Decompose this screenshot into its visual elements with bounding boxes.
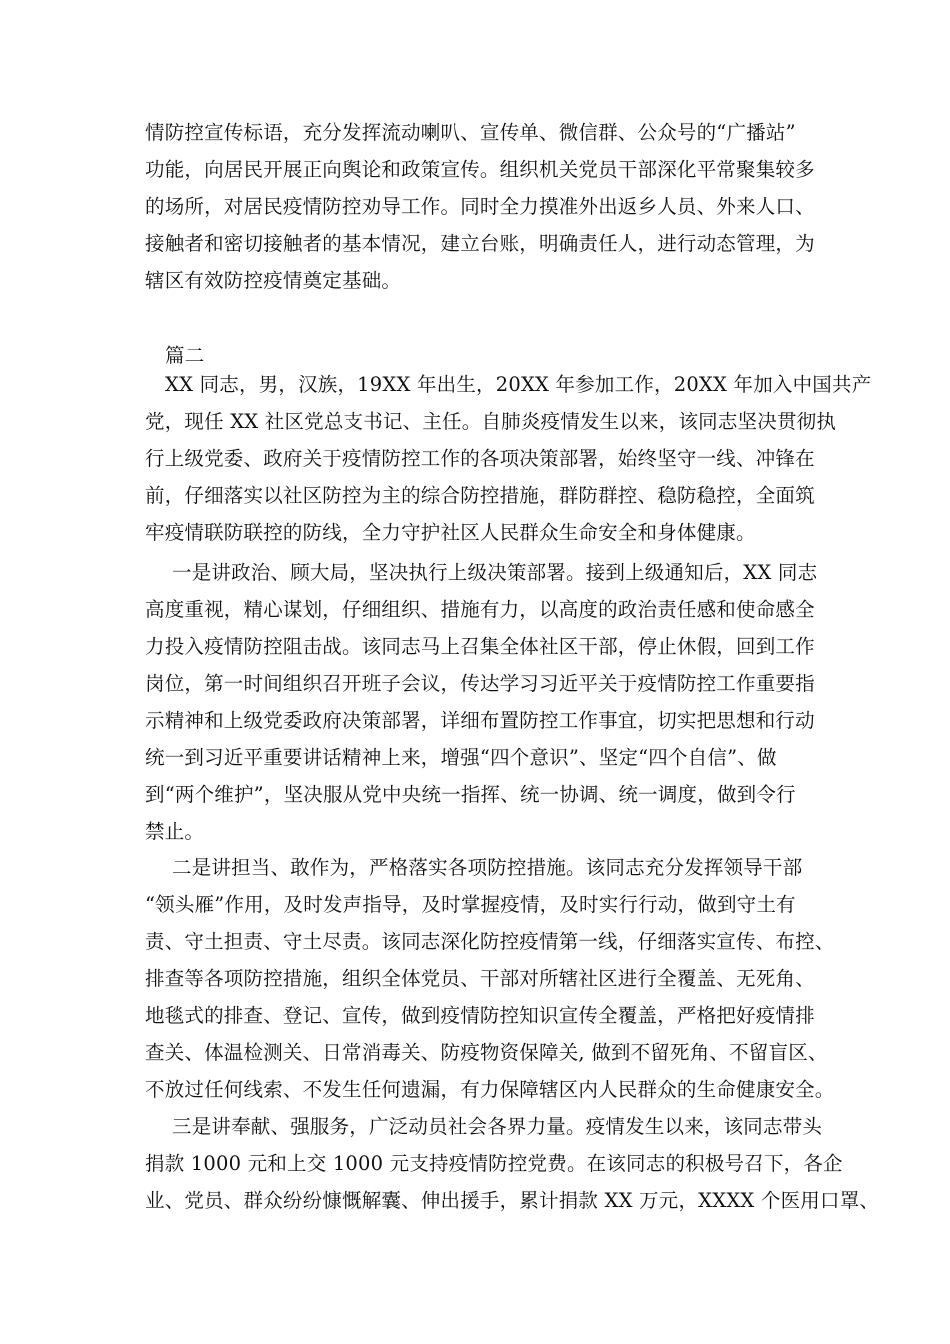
paragraph-line: 的场所，对居民疫情防控劝导工作。同时全力摸准外出返乡人员、外来人口、 bbox=[145, 195, 815, 218]
section-heading: 篇二 bbox=[165, 344, 205, 367]
paragraph-line: 不放过任何线索、不发生任何遗漏，有力保障辖区内人民群众的生命健康安全。 bbox=[145, 1078, 835, 1101]
paragraph-line: 党，现任 XX 社区党总支书记、主任。自肺炎疫情发生以来，该同志坚决贯彻执 bbox=[145, 410, 837, 433]
paragraph-line: 情防控宣传标语，充分发挥流动喇叭、宣传单、微信群、公众号的“广播站” bbox=[145, 121, 796, 144]
paragraph-line: 一是讲政治、顾大局，坚决执行上级决策部署。接到上级通知后，XX 同志 bbox=[172, 561, 818, 584]
paragraph-line: 统一到习近平重要讲话精神上来，增强“四个意识”、坚定“四个自信”、做 bbox=[145, 746, 777, 769]
paragraph-line: 接触者和密切接触者的基本情况，建立台账，明确责任人，进行动态管理，为 bbox=[145, 232, 815, 255]
paragraph-line: 二是讲担当、敢作为，严格落实各项防控措施。该同志充分发挥领导干部 bbox=[172, 856, 803, 879]
paragraph-line: 力投入疫情防控阻击战。该同志马上召集全体社区干部，停止休假，回到工作 bbox=[145, 635, 815, 658]
paragraph-line: 责、守土担责、守土尽责。该同志深化防控疫情第一线，仔细落实宣传、布控、 bbox=[145, 930, 835, 953]
paragraph-line: 辖区有效防控疫情奠定基础。 bbox=[145, 269, 402, 292]
paragraph-line: 示精神和上级党委政府决策部署，详细布置防控工作事宜，切实把思想和行动 bbox=[145, 709, 815, 732]
paragraph-line: 到“两个维护”，坚决服从党中央统一指挥、统一协调、统一调度，做到令行 bbox=[145, 783, 796, 806]
paragraph-line: 功能，向居民开展正向舆论和政策宣传。组织机关党员干部深化平常聚集较多 bbox=[145, 158, 815, 181]
paragraph-line: 高度重视，精心谋划，仔细组织、措施有力，以高度的政治责任感和使命感全 bbox=[145, 598, 815, 621]
paragraph-line: 捐款 1000 元和上交 1000 元支持疫情防控党费。在该同志的积极号召下，各企 bbox=[145, 1152, 843, 1175]
paragraph-line: 行上级党委、政府关于疫情防控工作的各项决策部署，始终坚守一线、冲锋在 bbox=[145, 447, 815, 470]
paragraph-line: 牢疫情联防联控的防线，全力守护社区人民群众生命安全和身体健康。 bbox=[145, 521, 756, 544]
paragraph-line: 地毯式的排查、登记、宣传，做到疫情防控知识宣传全覆盖，严格把好疫情排 bbox=[145, 1004, 815, 1027]
paragraph-line: 查关、体温检测关、日常消毒关、防疫物资保障关, 做到不留死角、不留盲区、 bbox=[145, 1041, 828, 1064]
paragraph-line: 业、党员、群众纷纷慷慨解囊、伸出援手，累计捐款 XX 万元，XXXX 个医用口罩、 bbox=[145, 1189, 880, 1212]
paragraph-line: 前，仔细落实以社区防控为主的综合防控措施，群防群控、稳防稳控，全面筑 bbox=[145, 484, 815, 507]
paragraph-line: 三是讲奉献、强服务，广泛动员社会各界力量。疫情发生以来，该同志带头 bbox=[172, 1115, 823, 1138]
paragraph-line: 禁止。 bbox=[145, 820, 205, 843]
paragraph-line: 排查等各项防控措施，组织全体党员、干部对所辖社区进行全覆盖、无死角、 bbox=[145, 967, 815, 990]
paragraph-line: “领头雁”作用，及时发声指导，及时掌握疫情，及时实行行动，做到守土有 bbox=[145, 893, 796, 916]
paragraph-line: XX 同志，男，汉族，19XX 年出生，20XX 年参加工作，20XX 年加入中国共产 bbox=[165, 373, 872, 396]
paragraph-line: 岗位，第一时间组织召开班子会议，传达学习习近平关于疫情防控工作重要指 bbox=[145, 672, 815, 695]
